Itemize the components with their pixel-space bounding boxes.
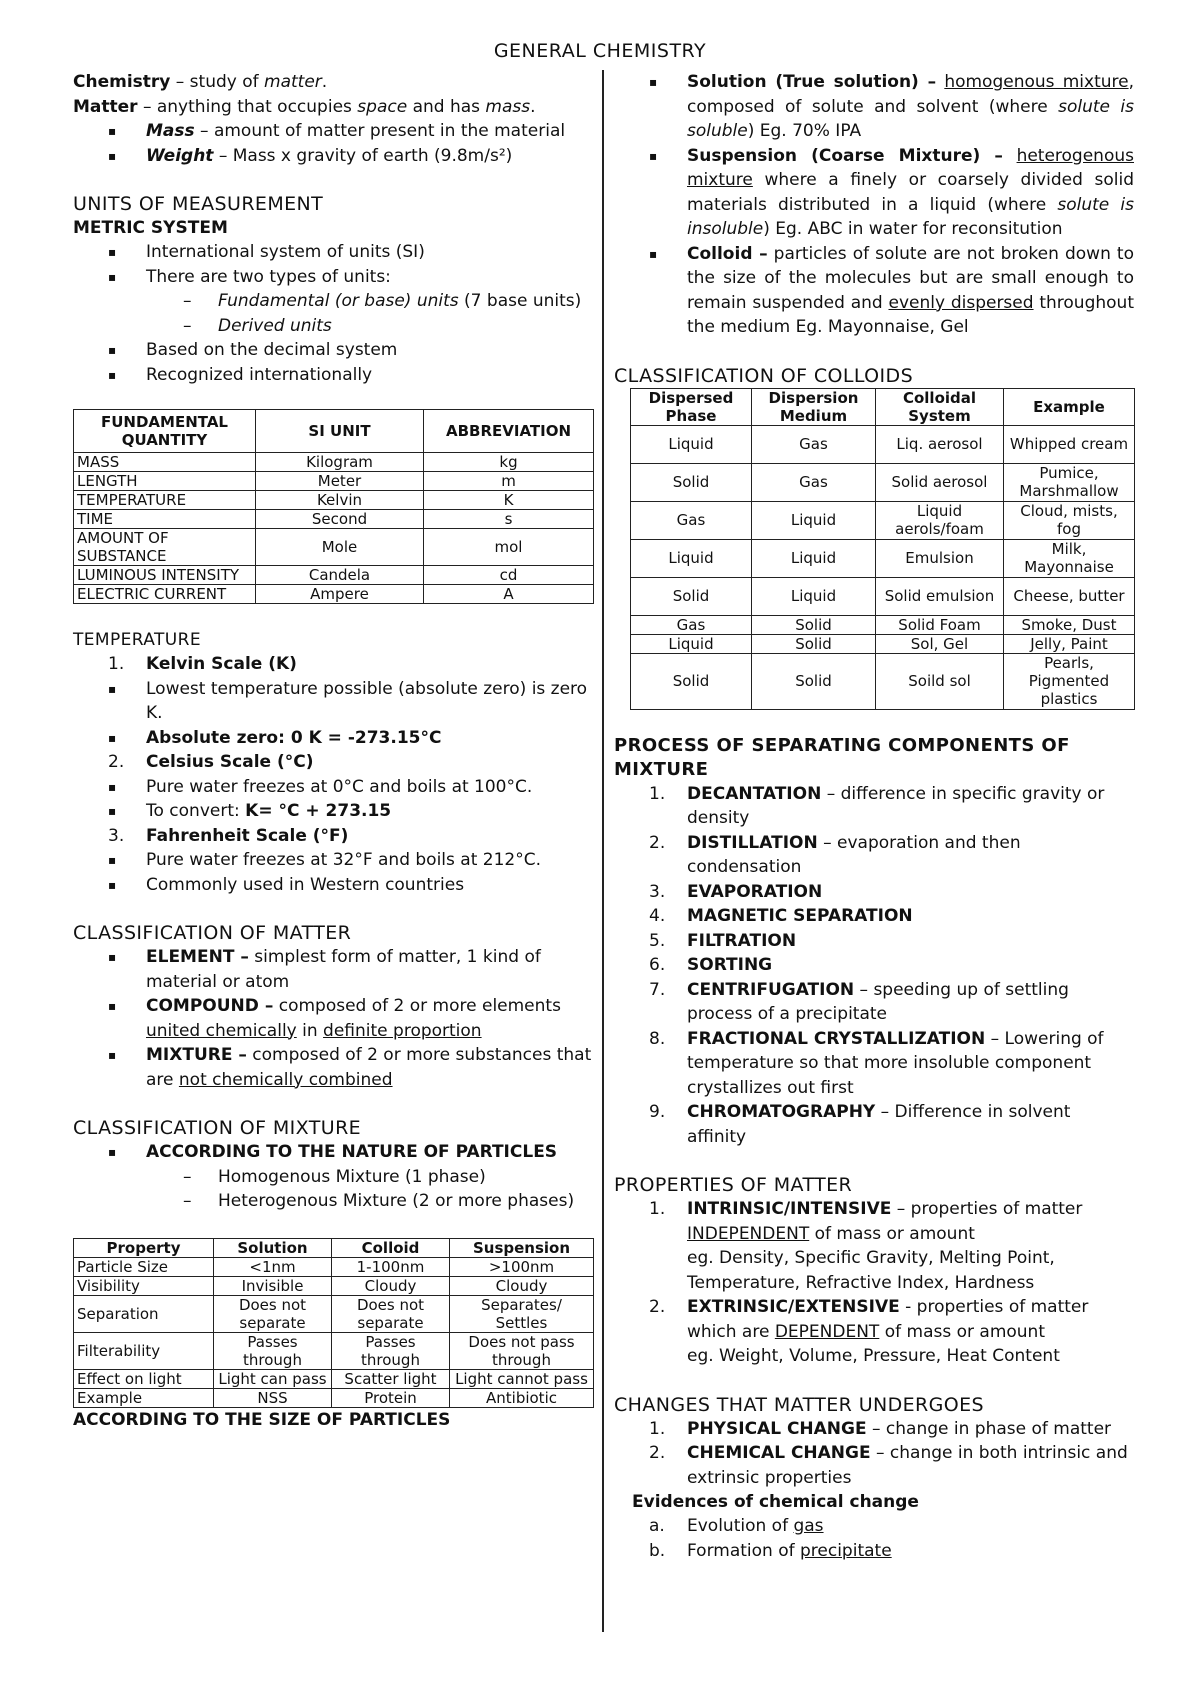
kelvin-item: 1. Kelvin Scale (K) — [108, 654, 297, 674]
physical-change-item: 1. PHYSICAL CHANGE – change in phase of matter — [649, 1418, 1112, 1439]
compound-item: ▪ COMPOUND – composed of 2 or more elements united chemically in definite proportion — [73, 994, 600, 1043]
table-row — [631, 539, 1135, 577]
sub-list-item: – Derived units — [73, 314, 600, 339]
table-header: SI UNIT — [256, 410, 424, 453]
extrinsic-item: 2. EXTRINSIC/EXTENSIVE - properties of matter which are DEPENDENT of mass or amount eg. Weight, Volume, Pressure, Heat Content — [649, 1297, 1089, 1366]
table-cell: kg — [424, 453, 594, 472]
table-cell: MASS — [74, 453, 256, 472]
table-header: Suspension — [450, 1238, 594, 1257]
solution-item: ▪ Solution (True solution) – homogenous mixture, composed of solute and solvent (where solute is soluble) Eg. 70% IPA — [614, 70, 1134, 144]
matter-definition: Matter – anything that occupies space and has mass. — [73, 96, 536, 117]
table-header: Dispersed Phase — [631, 388, 752, 425]
table-cell: Liquid — [631, 425, 752, 463]
colloids-heading: CLASSIFICATION OF COLLOIDS — [614, 364, 914, 387]
table-cell: Sol, Gel — [876, 634, 1004, 653]
table-cell: cd — [424, 566, 594, 585]
table-row — [74, 529, 594, 566]
table-cell: Candela — [256, 566, 424, 585]
table-cell: Emulsion — [876, 539, 1004, 577]
table-cell: Light cannot pass — [450, 1369, 594, 1388]
table-cell: TEMPERATURE — [74, 491, 256, 510]
list-item: 6. SORTING — [649, 955, 773, 975]
table-cell: Light can pass — [214, 1369, 332, 1388]
list-item: 2. DISTILLATION – evaporation and then condensation — [649, 832, 1021, 877]
metric-heading: METRIC SYSTEM — [73, 218, 228, 238]
table-header: Property — [74, 1238, 214, 1257]
fahrenheit-item: 3. Fahrenheit Scale (°F) — [108, 825, 349, 846]
table-cell: Gas — [631, 501, 752, 539]
element-item: ▪ ELEMENT – simplest form of matter, 1 kind of material or atom — [73, 945, 600, 994]
table-row — [74, 585, 594, 604]
table-cell: Particle Size — [74, 1257, 214, 1276]
evidence-item: a. Evolution of gas — [649, 1516, 824, 1536]
table-header-row — [74, 410, 594, 453]
table-cell: Solid aerosol — [876, 463, 1004, 501]
evidence-list — [614, 1514, 1134, 1563]
table-cell: Liquid — [631, 539, 752, 577]
list-item: 5. FILTRATION — [649, 930, 797, 951]
table-row — [74, 453, 594, 472]
table-cell: ELECTRIC CURRENT — [74, 585, 256, 604]
properties-heading: PROPERTIES OF MATTER — [614, 1174, 853, 1196]
page-title: GENERAL CHEMISTRY — [493, 40, 707, 62]
table-cell: <1nm — [214, 1257, 332, 1276]
table-cell: Whipped cream — [1004, 425, 1135, 463]
table-cell: 1-100nm — [332, 1257, 450, 1276]
table-cell: Kelvin — [256, 491, 424, 510]
chemical-change-item: 2. CHEMICAL CHANGE – change in both intrinsic and extrinsic properties — [649, 1443, 1128, 1488]
table-cell: A — [424, 585, 594, 604]
table-cell: Separates/ Settles — [450, 1295, 594, 1332]
column-divider — [602, 70, 604, 1632]
table-row — [631, 463, 1135, 501]
table-row — [74, 1276, 594, 1295]
table-cell: mol — [424, 529, 594, 566]
table-cell: Effect on light — [74, 1369, 214, 1388]
evidence-heading: Evidences of chemical change — [632, 1492, 919, 1512]
nature-heading: ▪ ACCORDING TO THE NATURE OF PARTICLES — [73, 1140, 600, 1165]
mixture-item: ▪ MIXTURE – composed of 2 or more substances that are not chemically combined — [73, 1043, 600, 1092]
table-cell: LUMINOUS INTENSITY — [74, 566, 256, 585]
units-table — [73, 409, 594, 604]
separation-list — [614, 782, 1134, 1150]
list-item: ▪ International system of units (SI) — [73, 240, 600, 265]
table-header: Colloid — [332, 1238, 450, 1257]
changes-list — [614, 1417, 1134, 1491]
table-row — [74, 472, 594, 491]
table-row — [631, 425, 1135, 463]
table-cell: Solid emulsion — [876, 577, 1004, 615]
list-item: 9. CHROMATOGRAPHY – Difference in solvent affinity — [649, 1102, 1071, 1147]
table-row — [631, 653, 1135, 709]
table-header: FUNDAMENTAL QUANTITY — [74, 410, 256, 453]
table-cell: Example — [74, 1388, 214, 1407]
metric-list — [73, 240, 600, 387]
table-cell: Solid Foam — [876, 615, 1004, 634]
classification-matter-heading: CLASSIFICATION OF MATTER — [73, 922, 352, 944]
table-cell: Does not separate — [332, 1295, 450, 1332]
table-cell: Scatter light — [332, 1369, 450, 1388]
table-cell: Cloudy — [450, 1276, 594, 1295]
table-cell: Invisible — [214, 1276, 332, 1295]
table-cell: Ampere — [256, 585, 424, 604]
table-cell: Filterability — [74, 1332, 214, 1369]
temperature-heading: TEMPERATURE — [73, 630, 201, 650]
table-row — [631, 634, 1135, 653]
list-item: ▪ Lowest temperature possible (absolute zero) is zero K. — [73, 677, 600, 726]
table-cell: TIME — [74, 510, 256, 529]
intrinsic-item: 1. INTRINSIC/INTENSIVE – properties of matter INDEPENDENT of mass or amount eg. Density, Specific Gravity, Melting Point, Temperature, Refractive Index, Hardness — [649, 1199, 1083, 1293]
temperature-list — [73, 652, 600, 897]
table-cell: Gas — [752, 463, 876, 501]
list-item: ▪ Recognized internationally — [73, 363, 600, 388]
table-row — [74, 566, 594, 585]
table-cell: K — [424, 491, 594, 510]
evidence-item: b. Formation of precipitate — [649, 1540, 892, 1561]
properties-list — [614, 1197, 1134, 1369]
table-row — [74, 1369, 594, 1388]
chemistry-definition: Chemistry – study of matter. — [73, 72, 328, 92]
table-row — [74, 1257, 594, 1276]
table-cell: Pearls, Pigmented plastics — [1004, 653, 1135, 709]
sub-list-item: – Fundamental (or base) units (7 base units) — [73, 289, 600, 314]
table-row — [74, 491, 594, 510]
colloids-table — [630, 388, 1135, 710]
table-cell: Liq. aerosol — [876, 425, 1004, 463]
suspension-item: ▪ Suspension (Coarse Mixture) – heterogenous mixture where a finely or coarsely divided solid materials distributed in a liquid (where solute is insoluble) Eg. ABC in water for reconsitution — [614, 144, 1134, 242]
table-row — [631, 615, 1135, 634]
table-cell: LENGTH — [74, 472, 256, 491]
list-item: 4. MAGNETIC SEPARATION — [649, 906, 913, 926]
list-item: ▪ Pure water freezes at 32°F and boils at 212°C. — [73, 848, 600, 873]
table-cell: Cheese, butter — [1004, 577, 1135, 615]
table-cell: s — [424, 510, 594, 529]
table-cell: Cloudy — [332, 1276, 450, 1295]
table-cell: Visibility — [74, 1276, 214, 1295]
mass-item: ▪ Mass – amount of matter present in the material — [73, 119, 600, 144]
table-cell: Mole — [256, 529, 424, 566]
list-item: ▪ Based on the decimal system — [73, 338, 600, 363]
table-cell: Passes through — [214, 1332, 332, 1369]
left-column — [73, 70, 600, 1432]
table-cell: Liquid — [752, 577, 876, 615]
table-header: Dispersion Medium — [752, 388, 876, 425]
table-row — [74, 1388, 594, 1407]
table-cell: AMOUNT OF SUBSTANCE — [74, 529, 256, 566]
right-column — [614, 70, 1134, 1563]
mixture-table — [73, 1238, 594, 1408]
table-cell: Gas — [752, 425, 876, 463]
list-item: ▪ There are two types of units: — [73, 265, 600, 290]
table-cell: Jelly, Paint — [1004, 634, 1135, 653]
table-row — [631, 501, 1135, 539]
table-cell: Kilogram — [256, 453, 424, 472]
table-cell: Solid — [631, 463, 752, 501]
list-item: ▪ Commonly used in Western countries — [73, 873, 600, 898]
table-cell: Second — [256, 510, 424, 529]
table-cell: Milk, Mayonnaise — [1004, 539, 1135, 577]
table-header: ABBREVIATION — [424, 410, 594, 453]
classification-mixture-heading: CLASSIFICATION OF MIXTURE — [73, 1117, 362, 1139]
table-cell: NSS — [214, 1388, 332, 1407]
table-cell: Liquid — [752, 501, 876, 539]
table-cell: Soild sol — [876, 653, 1004, 709]
table-cell: Meter — [256, 472, 424, 491]
list-item: 1. DECANTATION – difference in specific gravity or density — [649, 783, 1105, 828]
mixture-types-list — [614, 70, 1134, 340]
table-cell: Liquid — [631, 634, 752, 653]
table-cell: Liquid — [752, 539, 876, 577]
table-cell: >100nm — [450, 1257, 594, 1276]
changes-heading: CHANGES THAT MATTER UNDERGOES — [614, 1393, 984, 1416]
separation-heading: PROCESS OF SEPARATING COMPONENTS OF MIXTURE — [614, 734, 1070, 780]
table-cell: Protein — [332, 1388, 450, 1407]
table-header-row — [74, 1238, 594, 1257]
table-row — [74, 1332, 594, 1369]
list-item: 7. CENTRIFUGATION – speeding up of settling process of a precipitate — [649, 979, 1069, 1024]
size-heading: ACCORDING TO THE SIZE OF PARTICLES — [73, 1409, 451, 1430]
table-cell: Cloud, mists, fog — [1004, 501, 1135, 539]
table-cell: m — [424, 472, 594, 491]
list-item: ▪ Pure water freezes at 0°C and boils at 100°C. — [73, 775, 600, 800]
list-item: 3. EVAPORATION — [649, 881, 823, 902]
weight-item: ▪ Weight – Mass x gravity of earth (9.8m/s²) — [73, 144, 600, 169]
sub-list-item: – Heterogenous Mixture (2 or more phases) — [73, 1189, 600, 1214]
matter-list — [73, 119, 600, 168]
table-cell: Solid — [752, 653, 876, 709]
list-item: 8. FRACTIONAL CRYSTALLIZATION – Lowering of temperature so that more insoluble component crystallizes out first — [649, 1028, 1104, 1098]
units-heading: UNITS OF MEASUREMENT — [73, 193, 324, 215]
table-cell: Does not pass through — [450, 1332, 594, 1369]
table-cell: Solid — [631, 653, 752, 709]
table-cell: Solid — [752, 615, 876, 634]
table-cell: Does not separate — [214, 1295, 332, 1332]
table-header: Solution — [214, 1238, 332, 1257]
table-cell: Solid — [631, 577, 752, 615]
table-header: Colloidal System — [876, 388, 1004, 425]
table-cell: Liquid aerols/foam — [876, 501, 1004, 539]
table-header: Example — [1004, 388, 1135, 425]
table-cell: Gas — [631, 615, 752, 634]
table-row — [74, 510, 594, 529]
list-item: ▪ Absolute zero: 0 K = -273.15°C — [73, 726, 600, 751]
celsius-item: 2. Celsius Scale (°C) — [108, 752, 314, 772]
table-cell: Antibiotic — [450, 1388, 594, 1407]
sub-list-item: – Homogenous Mixture (1 phase) — [73, 1165, 600, 1190]
table-cell: Separation — [74, 1295, 214, 1332]
table-header-row — [631, 388, 1135, 425]
matter-class-list — [73, 945, 600, 1092]
table-cell: Passes through — [332, 1332, 450, 1369]
table-cell: Smoke, Dust — [1004, 615, 1135, 634]
table-cell: Solid — [752, 634, 876, 653]
colloid-item: ▪ Colloid – particles of solute are not broken down to the size of the molecules but are small enough to remain suspended and evenly dispersed throughout the medium Eg. Mayonnaise, Gel — [614, 242, 1134, 340]
mixture-class-list — [73, 1140, 600, 1214]
table-row — [631, 577, 1135, 615]
list-item: ▪ To convert: K= °C + 273.15 — [73, 799, 600, 824]
table-row — [74, 1295, 594, 1332]
table-cell: Pumice, Marshmallow — [1004, 463, 1135, 501]
